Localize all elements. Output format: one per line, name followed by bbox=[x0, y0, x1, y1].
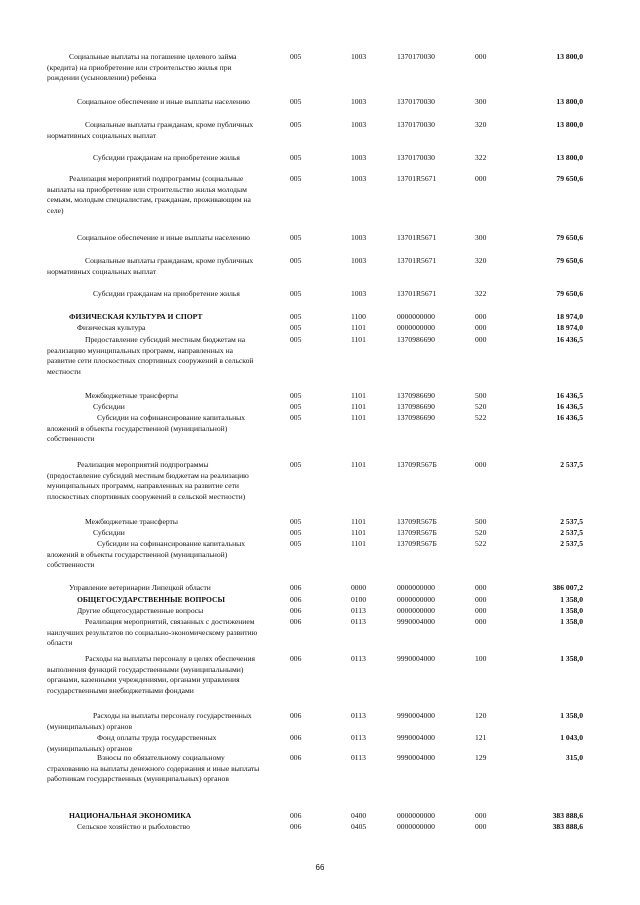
row-target-code: 1370170030 bbox=[397, 120, 435, 129]
row-section-code: 1003 bbox=[351, 120, 367, 129]
row-admin-code: 005 bbox=[290, 120, 302, 129]
row-expense-type-code: 000 bbox=[475, 174, 487, 183]
row-expense-type-code: 520 bbox=[475, 402, 487, 411]
row-amount: 18 974,0 bbox=[556, 312, 583, 321]
row-description: Социальные выплаты гражданам, кроме публичных нормативных социальных выплат bbox=[47, 256, 254, 276]
row-amount: 1 358,0 bbox=[560, 617, 583, 626]
row-expense-type-code: 120 bbox=[475, 711, 487, 720]
row-description: Субсидии гражданам на приобретение жилья bbox=[93, 153, 240, 162]
row-expense-type-code: 320 bbox=[475, 120, 487, 129]
row-description: Субсидии bbox=[93, 528, 125, 537]
row-expense-type-code: 300 bbox=[475, 97, 487, 106]
row-description: Расходы на выплаты персоналу в целях обеспечения выполнения функций государственными (муниципальными) органами, казенными учреждениями, органами управления государственными внебюджетными фондами bbox=[47, 654, 256, 695]
row-target-code: 1370170030 bbox=[397, 97, 435, 106]
row-amount: 16 436,5 bbox=[556, 391, 583, 400]
row-description: Управление ветеринарии Липецкой области bbox=[69, 583, 211, 592]
row-section-code: 0400 bbox=[351, 811, 367, 820]
row-section-code: 1003 bbox=[351, 174, 367, 183]
row-admin-code: 006 bbox=[290, 711, 302, 720]
row-amount: 1 358,0 bbox=[560, 711, 583, 720]
row-expense-type-code: 000 bbox=[475, 312, 487, 321]
row-description: Субсидии на софинансирование капитальных вложений в объекты государственной (муниципальной) собственности bbox=[47, 539, 246, 569]
row-description: Межбюджетные трансферты bbox=[85, 517, 178, 526]
row-admin-code: 005 bbox=[290, 413, 302, 422]
row-admin-code: 005 bbox=[290, 153, 302, 162]
row-description: НАЦИОНАЛЬНАЯ ЭКОНОМИКА bbox=[69, 811, 192, 820]
row-target-code: 9990004000 bbox=[397, 711, 435, 720]
row-admin-code: 005 bbox=[290, 233, 302, 242]
row-description: Взносы по обязательному социальному страхованию на выплаты денежного содержания и иные выплаты работникам государственных (муниципальных) органов bbox=[47, 753, 260, 783]
row-admin-code: 005 bbox=[290, 539, 302, 548]
row-section-code: 1101 bbox=[351, 517, 366, 526]
row-admin-code: 006 bbox=[290, 811, 302, 820]
row-section-code: 1101 bbox=[351, 391, 366, 400]
row-expense-type-code: 320 bbox=[475, 256, 487, 265]
row-target-code: 0000000000 bbox=[397, 606, 435, 615]
row-amount: 16 436,5 bbox=[556, 402, 583, 411]
row-target-code: 0000000000 bbox=[397, 323, 435, 332]
row-target-code: 9990004000 bbox=[397, 753, 435, 762]
row-section-code: 1101 bbox=[351, 460, 366, 469]
row-section-code: 1003 bbox=[351, 256, 367, 265]
row-expense-type-code: 000 bbox=[475, 583, 487, 592]
row-section-code: 0113 bbox=[351, 617, 366, 626]
row-target-code: 9990004000 bbox=[397, 617, 435, 626]
row-section-code: 0113 bbox=[351, 733, 366, 742]
page-number: 66 bbox=[315, 863, 325, 872]
row-description: ФИЗИЧЕСКАЯ КУЛЬТУРА И СПОРТ bbox=[69, 312, 203, 321]
row-admin-code: 005 bbox=[290, 335, 302, 344]
row-description: Субсидии на софинансирование капитальных вложений в объекты государственной (муниципальной) собственности bbox=[47, 413, 246, 443]
row-description: Реализация мероприятий подпрограммы (социальные выплаты на приобретение или строительство жилья молодым семьям, молодым специалистам, гражданам, проживающим на селе) bbox=[47, 174, 251, 215]
row-section-code: 0113 bbox=[351, 654, 366, 663]
row-amount: 13 800,0 bbox=[556, 153, 583, 162]
row-section-code: 1101 bbox=[351, 402, 366, 411]
row-description: Социальное обеспечение и иные выплаты населению bbox=[77, 97, 250, 106]
row-amount: 79 650,6 bbox=[556, 233, 583, 242]
row-description: Субсидии bbox=[93, 402, 125, 411]
row-amount: 2 537,5 bbox=[560, 539, 583, 548]
row-target-code: 13701R5671 bbox=[397, 174, 437, 183]
row-description: Другие общегосударственные вопросы bbox=[77, 606, 204, 615]
row-admin-code: 005 bbox=[290, 312, 302, 321]
row-admin-code: 006 bbox=[290, 822, 302, 831]
row-description: Социальные выплаты на погашение целевого займа (кредита) на приобретение или строительство жилья при рождении (усыновлении) ребенка bbox=[47, 52, 237, 82]
row-amount: 16 436,5 bbox=[556, 335, 583, 344]
row-amount: 13 800,0 bbox=[556, 52, 583, 61]
row-expense-type-code: 121 bbox=[475, 733, 487, 742]
row-section-code: 1101 bbox=[351, 539, 366, 548]
row-admin-code: 006 bbox=[290, 595, 302, 604]
row-target-code: 1370170030 bbox=[397, 52, 435, 61]
row-expense-type-code: 322 bbox=[475, 289, 487, 298]
row-description: ОБЩЕГОСУДАРСТВЕННЫЕ ВОПРОСЫ bbox=[77, 595, 225, 604]
row-description: Фонд оплаты труда государственных (муниципальных) органов bbox=[47, 733, 217, 753]
row-section-code: 1003 bbox=[351, 289, 367, 298]
row-expense-type-code: 500 bbox=[475, 391, 487, 400]
row-target-code: 9990004000 bbox=[397, 654, 435, 663]
row-target-code: 1370986690 bbox=[397, 335, 435, 344]
row-expense-type-code: 000 bbox=[475, 52, 487, 61]
row-description: Сельское хозяйство и рыболовство bbox=[77, 822, 190, 831]
row-expense-type-code: 000 bbox=[475, 323, 487, 332]
row-amount: 1 043,0 bbox=[560, 733, 583, 742]
row-target-code: 0000000000 bbox=[397, 811, 435, 820]
row-amount: 16 436,5 bbox=[556, 413, 583, 422]
row-target-code: 13701R5671 bbox=[397, 289, 437, 298]
row-amount: 1 358,0 bbox=[560, 595, 583, 604]
row-expense-type-code: 000 bbox=[475, 335, 487, 344]
row-expense-type-code: 000 bbox=[475, 606, 487, 615]
row-admin-code: 006 bbox=[290, 733, 302, 742]
row-description: Предоставление субсидий местным бюджетам на реализацию муниципальных программ, направленных на развитие сети плоскостных спортивных сооружений в сельской местности bbox=[47, 335, 254, 376]
row-admin-code: 006 bbox=[290, 617, 302, 626]
row-target-code: 13709R567Б bbox=[397, 517, 437, 526]
row-target-code: 0000000000 bbox=[397, 595, 435, 604]
row-amount: 383 888,6 bbox=[552, 822, 583, 831]
row-section-code: 1100 bbox=[351, 312, 366, 321]
row-admin-code: 006 bbox=[290, 654, 302, 663]
row-admin-code: 005 bbox=[290, 391, 302, 400]
row-target-code: 13701R5671 bbox=[397, 233, 437, 242]
row-admin-code: 006 bbox=[290, 606, 302, 615]
row-admin-code: 005 bbox=[290, 460, 302, 469]
row-expense-type-code: 520 bbox=[475, 528, 487, 537]
row-amount: 79 650,6 bbox=[556, 289, 583, 298]
row-description: Физическая культура bbox=[77, 323, 146, 332]
row-description: Реализация мероприятий подпрограммы (предоставление субсидий местным бюджетам на реализацию муниципальных программ, направленных на развитие сети плоскостных спортивных сооружений в сельской местности) bbox=[47, 460, 249, 501]
row-amount: 1 358,0 bbox=[560, 654, 583, 663]
row-target-code: 13709R567Б bbox=[397, 539, 437, 548]
row-target-code: 9990004000 bbox=[397, 733, 435, 742]
row-expense-type-code: 000 bbox=[475, 617, 487, 626]
row-amount: 2 537,5 bbox=[560, 460, 583, 469]
row-amount: 13 800,0 bbox=[556, 97, 583, 106]
row-section-code: 0405 bbox=[351, 822, 367, 831]
row-admin-code: 006 bbox=[290, 753, 302, 762]
row-target-code: 13709R567Б bbox=[397, 528, 437, 537]
row-target-code: 1370986690 bbox=[397, 402, 435, 411]
row-section-code: 1101 bbox=[351, 413, 366, 422]
row-amount: 1 358,0 bbox=[560, 606, 583, 615]
row-admin-code: 005 bbox=[290, 174, 302, 183]
row-target-code: 1370170030 bbox=[397, 153, 435, 162]
row-admin-code: 005 bbox=[290, 256, 302, 265]
row-target-code: 0000000000 bbox=[397, 583, 435, 592]
row-expense-type-code: 322 bbox=[475, 153, 487, 162]
row-admin-code: 005 bbox=[290, 323, 302, 332]
row-description: Межбюджетные трансферты bbox=[85, 391, 178, 400]
row-section-code: 1101 bbox=[351, 528, 366, 537]
row-section-code: 1003 bbox=[351, 52, 367, 61]
row-description: Расходы на выплаты персоналу государственных (муниципальных) органов bbox=[47, 711, 252, 731]
row-section-code: 1101 bbox=[351, 323, 366, 332]
row-admin-code: 005 bbox=[290, 517, 302, 526]
row-section-code: 0000 bbox=[351, 583, 367, 592]
row-amount: 383 888,6 bbox=[552, 811, 583, 820]
row-admin-code: 005 bbox=[290, 97, 302, 106]
row-amount: 386 007,2 bbox=[552, 583, 583, 592]
row-amount: 315,0 bbox=[565, 753, 583, 762]
row-section-code: 0113 bbox=[351, 711, 366, 720]
row-amount: 2 537,5 bbox=[560, 517, 583, 526]
row-expense-type-code: 000 bbox=[475, 822, 487, 831]
row-amount: 79 650,6 bbox=[556, 174, 583, 183]
row-amount: 2 537,5 bbox=[560, 528, 583, 537]
row-expense-type-code: 129 bbox=[475, 753, 487, 762]
row-section-code: 1003 bbox=[351, 233, 367, 242]
row-target-code: 13709R567Б bbox=[397, 460, 437, 469]
row-amount: 13 800,0 bbox=[556, 120, 583, 129]
row-target-code: 0000000000 bbox=[397, 822, 435, 831]
row-admin-code: 006 bbox=[290, 583, 302, 592]
row-description: Социальное обеспечение и иные выплаты населению bbox=[77, 233, 250, 242]
row-expense-type-code: 000 bbox=[475, 811, 487, 820]
row-description: Социальные выплаты гражданам, кроме публичных нормативных социальных выплат bbox=[47, 120, 254, 140]
row-admin-code: 005 bbox=[290, 52, 302, 61]
row-section-code: 0113 bbox=[351, 606, 366, 615]
row-expense-type-code: 000 bbox=[475, 595, 487, 604]
row-amount: 79 650,6 bbox=[556, 256, 583, 265]
row-target-code: 1370986690 bbox=[397, 391, 435, 400]
row-section-code: 1003 bbox=[351, 97, 367, 106]
row-expense-type-code: 300 bbox=[475, 233, 487, 242]
row-section-code: 0100 bbox=[351, 595, 367, 604]
row-expense-type-code: 000 bbox=[475, 460, 487, 469]
row-description: Реализация мероприятий, связанных с достижением наилучших результатов по социально-экономическому развитию области bbox=[47, 617, 258, 647]
row-expense-type-code: 500 bbox=[475, 517, 487, 526]
row-admin-code: 005 bbox=[290, 402, 302, 411]
row-expense-type-code: 522 bbox=[475, 539, 487, 548]
row-section-code: 0113 bbox=[351, 753, 366, 762]
row-target-code: 1370986690 bbox=[397, 413, 435, 422]
row-section-code: 1101 bbox=[351, 335, 366, 344]
row-amount: 18 974,0 bbox=[556, 323, 583, 332]
row-expense-type-code: 100 bbox=[475, 654, 487, 663]
row-admin-code: 005 bbox=[290, 289, 302, 298]
row-admin-code: 005 bbox=[290, 528, 302, 537]
row-expense-type-code: 522 bbox=[475, 413, 487, 422]
row-description: Субсидии гражданам на приобретение жилья bbox=[93, 289, 240, 298]
row-target-code: 0000000000 bbox=[397, 312, 435, 321]
row-target-code: 13701R5671 bbox=[397, 256, 437, 265]
row-section-code: 1003 bbox=[351, 153, 367, 162]
